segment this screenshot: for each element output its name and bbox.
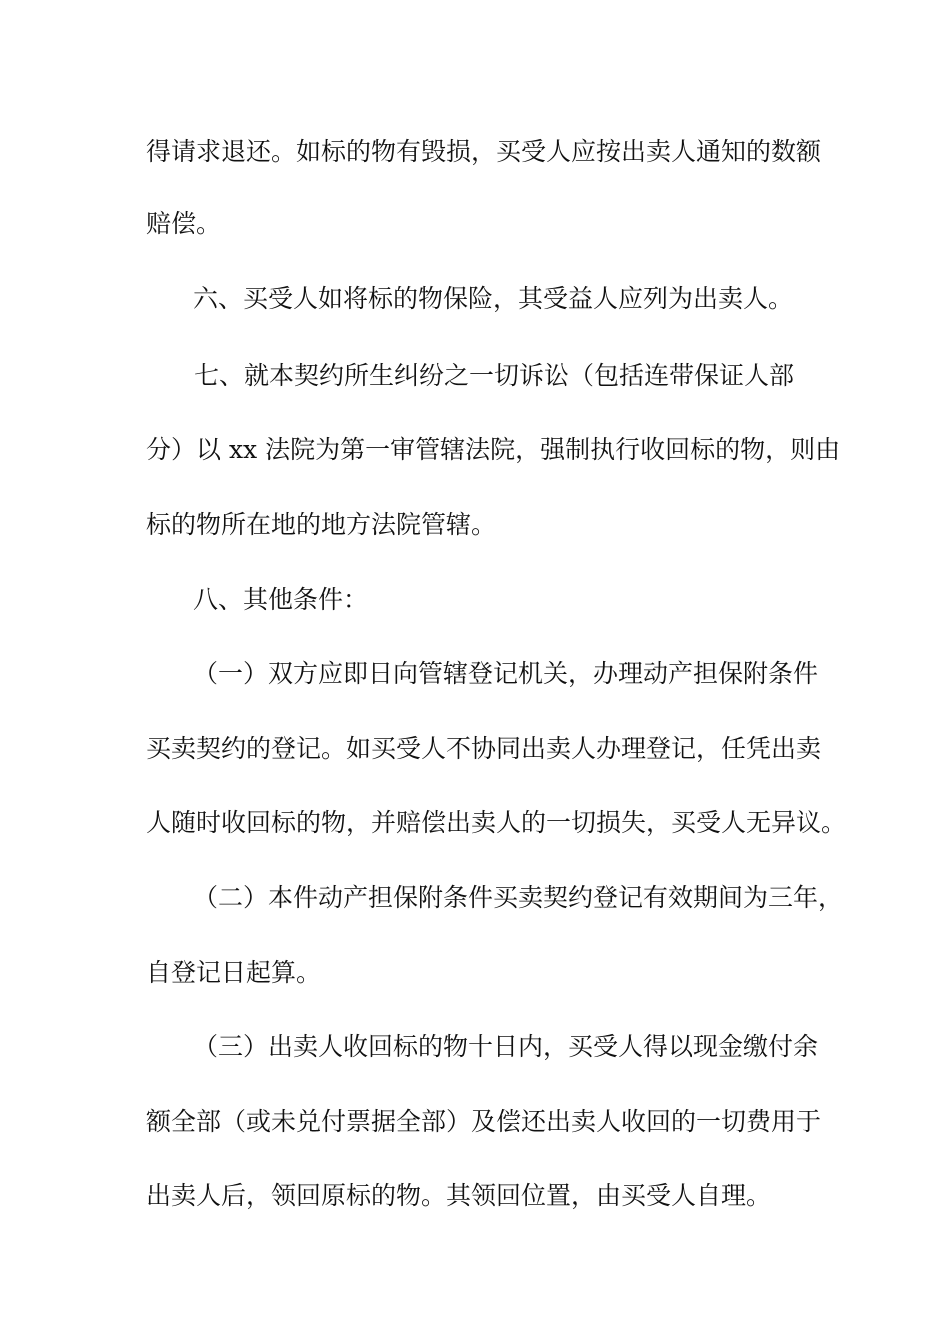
clause-2-line-1: （二）本件动产担保附条件买卖契约登记有效期间为三年，: [193, 883, 844, 912]
clause-3-line-1: （三）出卖人收回标的物十日内，买受人得以现金缴付余: [193, 1032, 819, 1061]
paragraph-6-line-1: 六、买受人如将标的物保险，其受益人应列为出卖人。: [193, 284, 794, 313]
clause-3-line-3: 出卖人后，领回原标的物。其领回位置，由买受人自理。: [146, 1181, 772, 1210]
text-line-2: 赔偿。: [146, 209, 222, 238]
clause-2-line-2: 自登记日起算。: [146, 958, 322, 987]
paragraph-7-line-1: 七、就本契约所生纠纷之一切诉讼（包括连带保证人部: [194, 361, 795, 390]
clause-1-line-3: 人随时收回标的物，并赔偿出卖人的一切损失，买受人无异议。: [146, 808, 847, 837]
clause-3-line-2: 额全部（或未兑付票据全部）及偿还出卖人收回的一切费用于: [146, 1107, 822, 1136]
paragraph-8-heading: 八、其他条件：: [193, 585, 369, 614]
paragraph-7-line-2: 分）以 xx 法院为第一审管辖法院，强制执行收回标的物，则由: [146, 435, 841, 464]
clause-1-line-2: 买卖契约的登记。如买受人不协同出卖人办理登记，任凭出卖: [146, 734, 822, 763]
paragraph-7-line-3: 标的物所在地的地方法院管辖。: [146, 510, 497, 539]
clause-1-line-1: （一）双方应即日向管辖登记机关，办理动产担保附条件: [193, 659, 819, 688]
text-line-1: 得请求退还。如标的物有毁损，买受人应按出卖人通知的数额: [146, 137, 822, 166]
